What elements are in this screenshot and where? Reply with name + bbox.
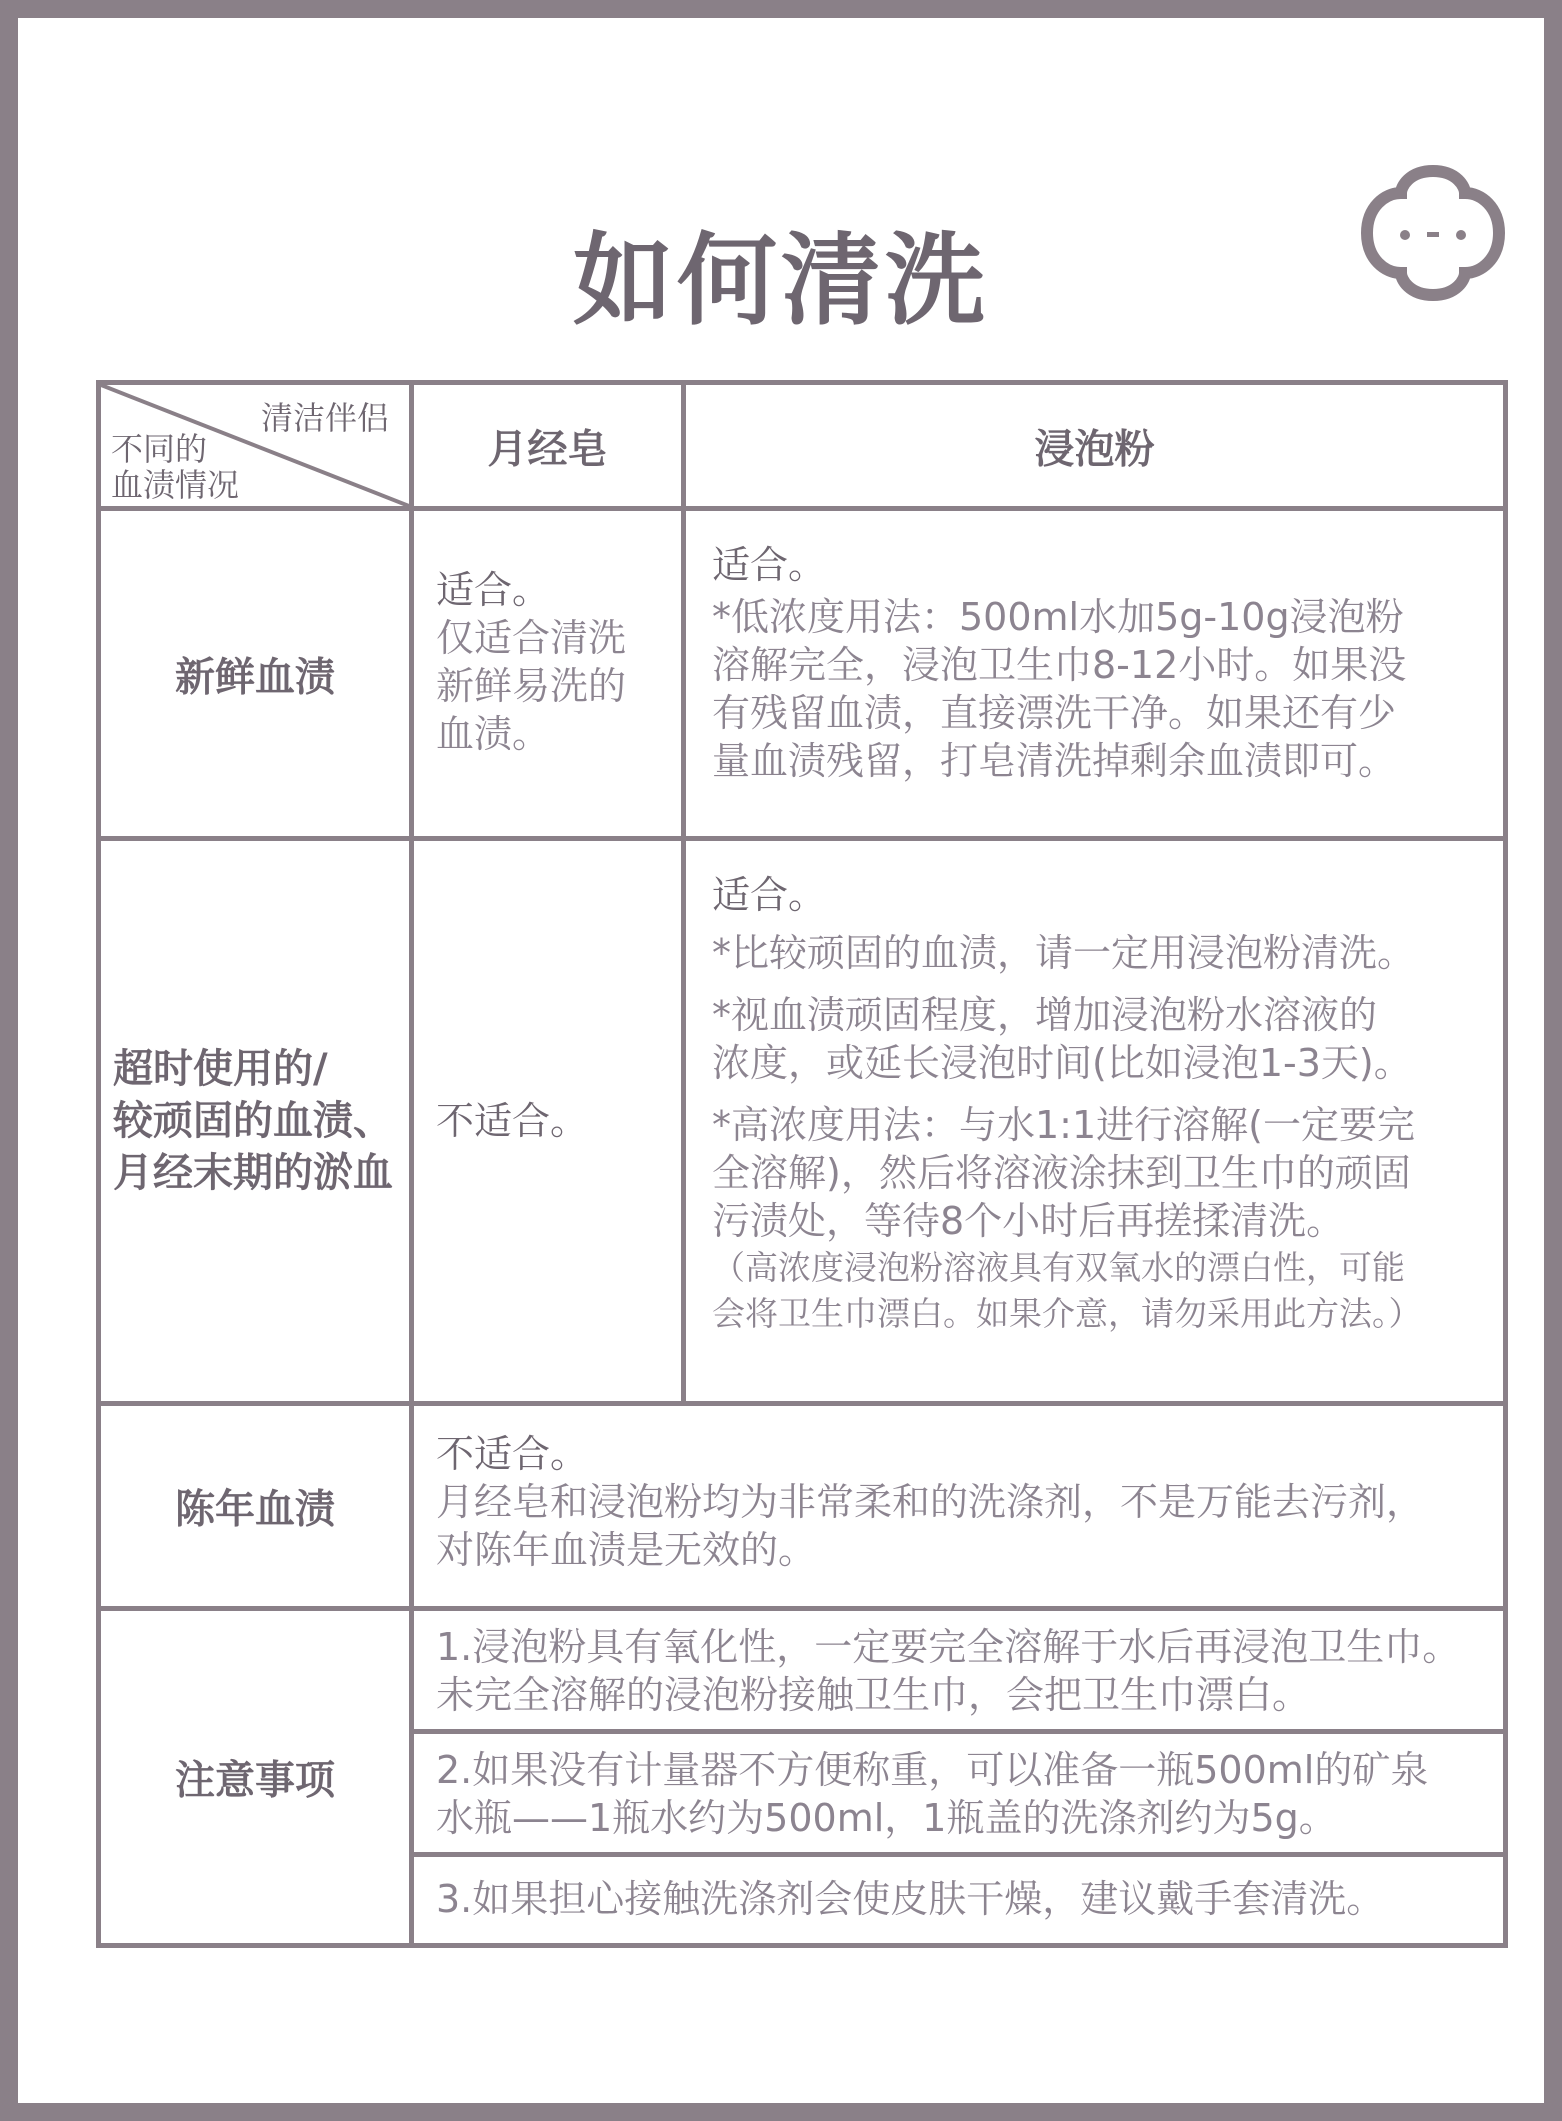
header-soap-label: 月经皂 (487, 426, 608, 472)
cleaning-table (96, 380, 1508, 1948)
page-title: 如何清洗 (573, 222, 989, 339)
note-3: 3.如果担心接触洗涤剂会使皮肤干燥，建议戴手套清洗。 (436, 1877, 1385, 1921)
header-situation-label: 不同的 血渍情况 (111, 430, 240, 504)
row-stubborn-label-cell (101, 841, 414, 1406)
row-old-content: 不适合。 月经皂和浸泡粉均为非常柔和的洗涤剂，不是万能去污剂， 对陈年血渍是无效的。 (414, 1406, 1503, 1611)
note-1: 1.浸泡粉具有氧化性，一定要完全溶解于水后再浸泡卫生巾。 未完全溶解的浸泡粉接触卫生巾，会把卫生巾漂白。 (414, 1611, 1503, 1734)
row-stubborn-soap: 不适合。 (414, 841, 686, 1406)
header-powder (686, 385, 1503, 511)
row-stubborn-label: 超时使用的/ 较顽固的血渍、 月经末期的淤血 (113, 1046, 393, 1196)
header-soap (414, 385, 686, 511)
row-fresh-label: 新鲜血渍 (175, 654, 335, 700)
face-cloud-icon (1353, 153, 1513, 313)
row-fresh-soap: 适合。 仅适合清洗 新鲜易洗的 血渍。 (414, 511, 686, 841)
row-stubborn-powder: 适合。 *比较顽固的血渍，请一定用浸泡粉清洗。 *视血渍顽固程度，增加浸泡粉水溶液的 浓度，或延长浸泡时间(比如浸泡1-3天)。 *高浓度用法：与水1:1进行溶解(一定要完 全溶解)，然后将溶液涂抹到卫生巾的顽固 污渍处，等待8个小时后再搓揉清洗。 （高浓度浸泡粉溶液具有双氧水的漂白性，可能 会将卫生巾漂白。如果介意，请勿采用此方法。） (686, 841, 1503, 1406)
header-diagonal-cell (101, 385, 414, 511)
row-notes-label: 注意事项 (175, 1757, 335, 1804)
row-old-label-cell (101, 1406, 414, 1611)
note-2: 2.如果没有计量器不方便称重，可以准备一瓶500ml的矿泉 水瓶——1瓶水约为500ml，1瓶盖的洗涤剂约为5g。 (414, 1734, 1503, 1857)
row-fresh-powder: 适合。 *低浓度用法：500ml水加5g-10g浸泡粉 溶解完全，浸泡卫生巾8-12小时。如果没 有残留血渍，直接漂洗干净。如果还有少 量血渍残留，打皂清洗掉剩余血渍即可。 (686, 511, 1503, 841)
row-fresh-label-cell (101, 511, 414, 841)
row-old-label: 陈年血渍 (175, 1486, 335, 1533)
header-companion-label: 清洁伴侣 (260, 399, 389, 437)
header-powder-label: 浸泡粉 (1034, 426, 1155, 472)
row-notes-label-cell (101, 1611, 414, 1943)
